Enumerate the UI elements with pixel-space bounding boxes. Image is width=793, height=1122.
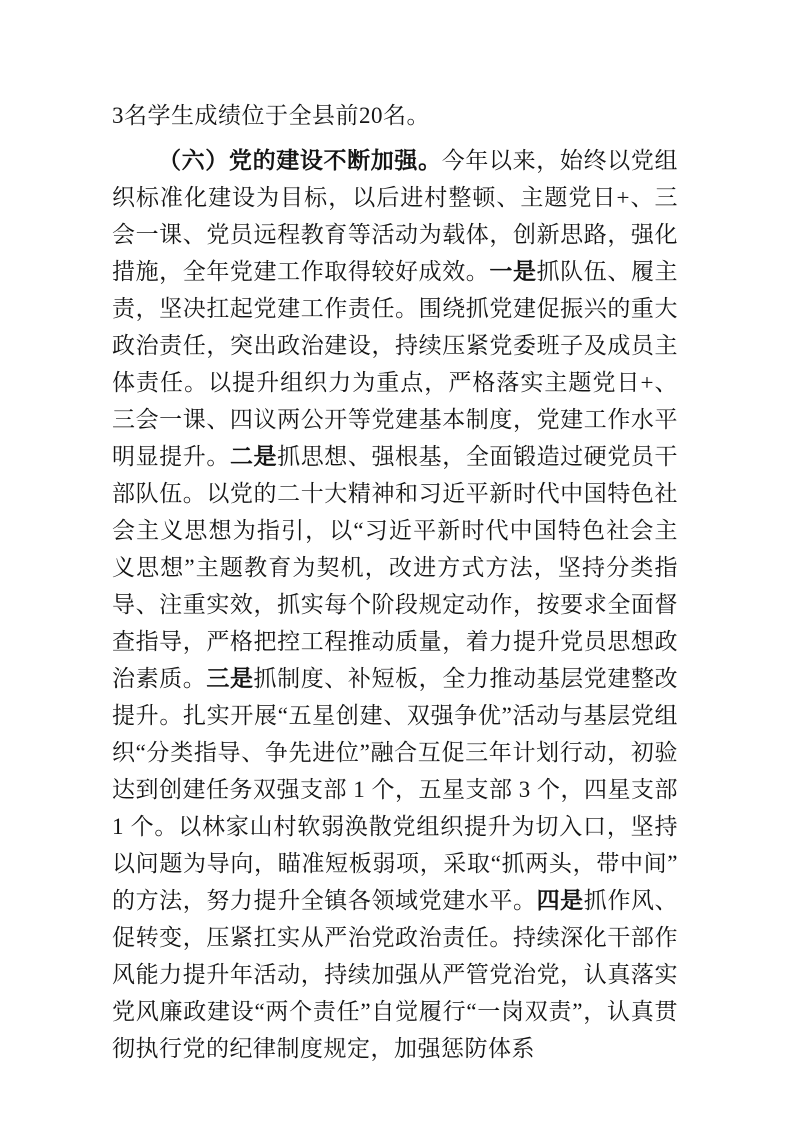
bold-text-run: 一是 [489,259,537,284]
text-run: 抓思想、强根基，全面锻造过硬党员干部队伍。以党的二十大精神和习近平新时代中国特色社会主义思想为指引，以“习近平新时代中国特色社会主义思想”主题教育为契机，改进方式方法，坚持分类指导、注重实效，抓实每个阶段规定动作，按要求全面督查指导，严格把控工程推动质量，着力提升党员思想政治素质。 [112,444,679,691]
text-run: 今年以来，始终以党组织标准化建设为目标，以后进村整顿、主题党日+、三会一课、党员远程教育等活动为载体，创新思路，强化措施，全年党建工作取得较好成效。 [112,148,679,284]
bold-text-run: （六）党的建设不断加强。 [158,148,442,173]
bold-text-run: 二是 [229,444,278,469]
text-run: 抓制度、补短板，全力推动基层党建整改提升。扎实开展“五星创建、双强争优”活动与基层党组织“分类指导、争先进位”融合互促三年计划行动，初验达到创建任务双强支部 1 个，五星支部 3 个，四星支部 1 个。以林家山村软弱涣散党组织提升为切入口，坚持以问题为导向，瞄准短板弱项，采取“抓两头，带中间”的方法，努力提升全镇各领域党建水平。 [112,666,679,913]
bold-text-run: 四是 [536,888,584,913]
text-run: 抓作风、促转变，压紧扛实从严治党政治责任。持续深化干部作风能力提升年活动，持续加强从严管党治党，认真落实党风廉政建设“两个责任”自觉履行“一岗双责”，认真贯彻执行党的纪律制度规定，加强惩防体系 [112,888,679,1061]
text-run: 抓队伍、履主责，坚决扛起党建工作责任。围绕抓党建促振兴的重大政治责任，突出政治建设，持续压紧党委班子及成员主体责任。以提升组织力为重点，严格落实主题党日+、三会一课、四议两公开等党建基本制度，党建工作水平明显提升。 [112,259,679,469]
document-body [112,97,678,1067]
text-run: 3名学生成绩位于全县前20名。 [112,103,430,128]
paragraph [112,97,678,134]
paragraph [112,142,678,1067]
bold-text-run: 三是 [206,666,254,691]
